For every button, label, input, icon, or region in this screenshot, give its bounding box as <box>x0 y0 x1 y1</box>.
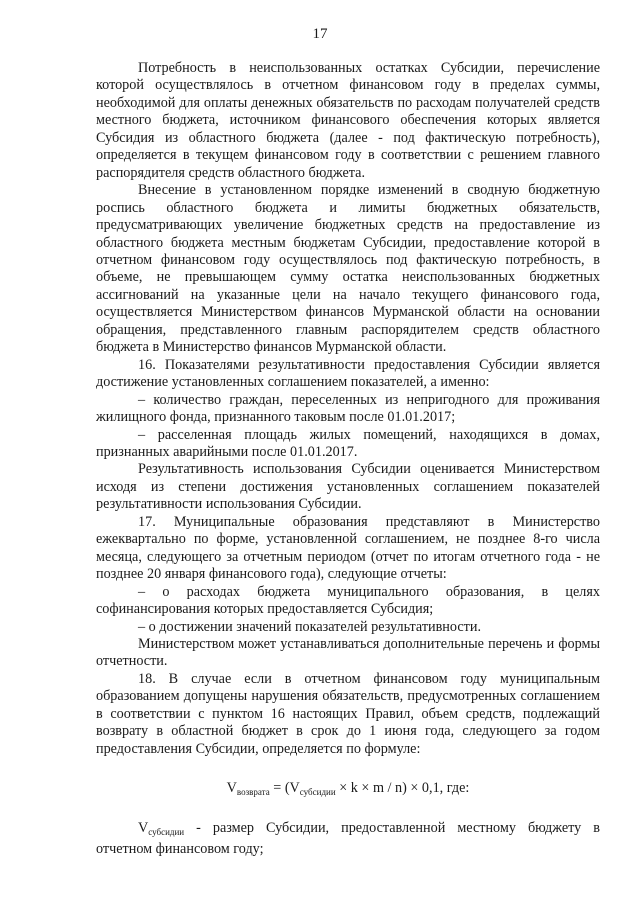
paragraph: Результативность использования Субсидии оценивается Министерством исходя из степени достижения установленных соглашением показателей результативности использования Субсидии. <box>96 461 600 513</box>
page-number: 17 <box>312 26 328 42</box>
definition-v: V <box>138 819 149 836</box>
formula <box>96 780 600 801</box>
document-body <box>96 60 600 858</box>
definition-text: - размер Субсидии, предоставленной местному бюджету в отчетном финансовом году; <box>96 819 600 858</box>
list-item: – количество граждан, переселенных из непригодного для проживания жилищного фонда, признанного таковым после 01.01.2017; <box>96 391 600 426</box>
list-item: – о расходах бюджета муниципального образования, в целях софинансирования которых предоставляется Субсидия; <box>96 583 600 618</box>
paragraph: Внесение в установленном порядке изменений в сводную бюджетную роспись областного бюджета и лимиты бюджетных обязательств, предусматривающих увеличение бюджетных средств на предоставление из областного бюджета местным бюджетам Субсидии, предоставление которой в отчетном финансовом году осуществлялось под фактическую потребность, в объеме, не превышающем сумму остатка неиспользованных бюджетных ассигнований на указанные цели на начало текущего финансового года, осуществляется Министерством финансов Мурманской области на основании обращения, представленного главным распорядителем средств областного бюджета в Министерство финансов Мурманской области. <box>96 182 600 356</box>
paragraph: Потребность в неиспользованных остатках Субсидии, перечисление которой осуществлялось в отчетном финансовом году в пределах суммы, необходимой для оплаты денежных обязательств по расходам получателей средств местного бюджета, источником финансового обеспечения которых является Субсидия из областного бюджета (далее - под фактическую потребность), определяется в текущем финансовом году в соответствии с решением главного распорядителя средств областного бюджета. <box>96 60 600 181</box>
formula-eq-open: = (V <box>269 780 300 797</box>
paragraph: 16. Показателями результативности предоставления Субсидии является достижение установленных соглашением показателей, а именно: <box>96 356 600 391</box>
paragraph: Министерством может устанавливаться дополнительные перечень и формы отчетности. <box>96 635 600 670</box>
list-item: – о достижении значений показателей результативности. <box>138 618 481 635</box>
definition <box>96 820 600 859</box>
definition-sub: субсидии <box>148 826 185 837</box>
list-item: – расселенная площадь жилых помещений, находящихся в домах, признанных аварийными после 01.01.2017. <box>96 426 600 460</box>
paragraph: 18. В случае если в отчетном финансовом году муниципальным образованием допущены нарушения обязательств, предусмотренных соглашением в соответствии с пунктом 16 настоящих Правил, объем средств, подлежащий возврату в областной бюджет в срок до 1 июня года, следующего за годом предоставления Субсидии, определяется по формуле: <box>96 670 600 757</box>
paragraph: 17. Муниципальные образования представляют в Министерство ежеквартально по форме, установленной соглашением, не позднее 8-го числа месяца, следующего за отчетным периодом (отчет по итогам отчетного года - не позднее 20 января финансового года), следующие отчеты: <box>96 513 600 583</box>
formula-rest: × k × m / n) × 0,1, где: <box>335 780 470 797</box>
formula-sub-return: возврата <box>236 787 270 798</box>
formula-v: V <box>226 780 237 797</box>
formula-sub-subsidy: субсидии <box>299 787 336 798</box>
